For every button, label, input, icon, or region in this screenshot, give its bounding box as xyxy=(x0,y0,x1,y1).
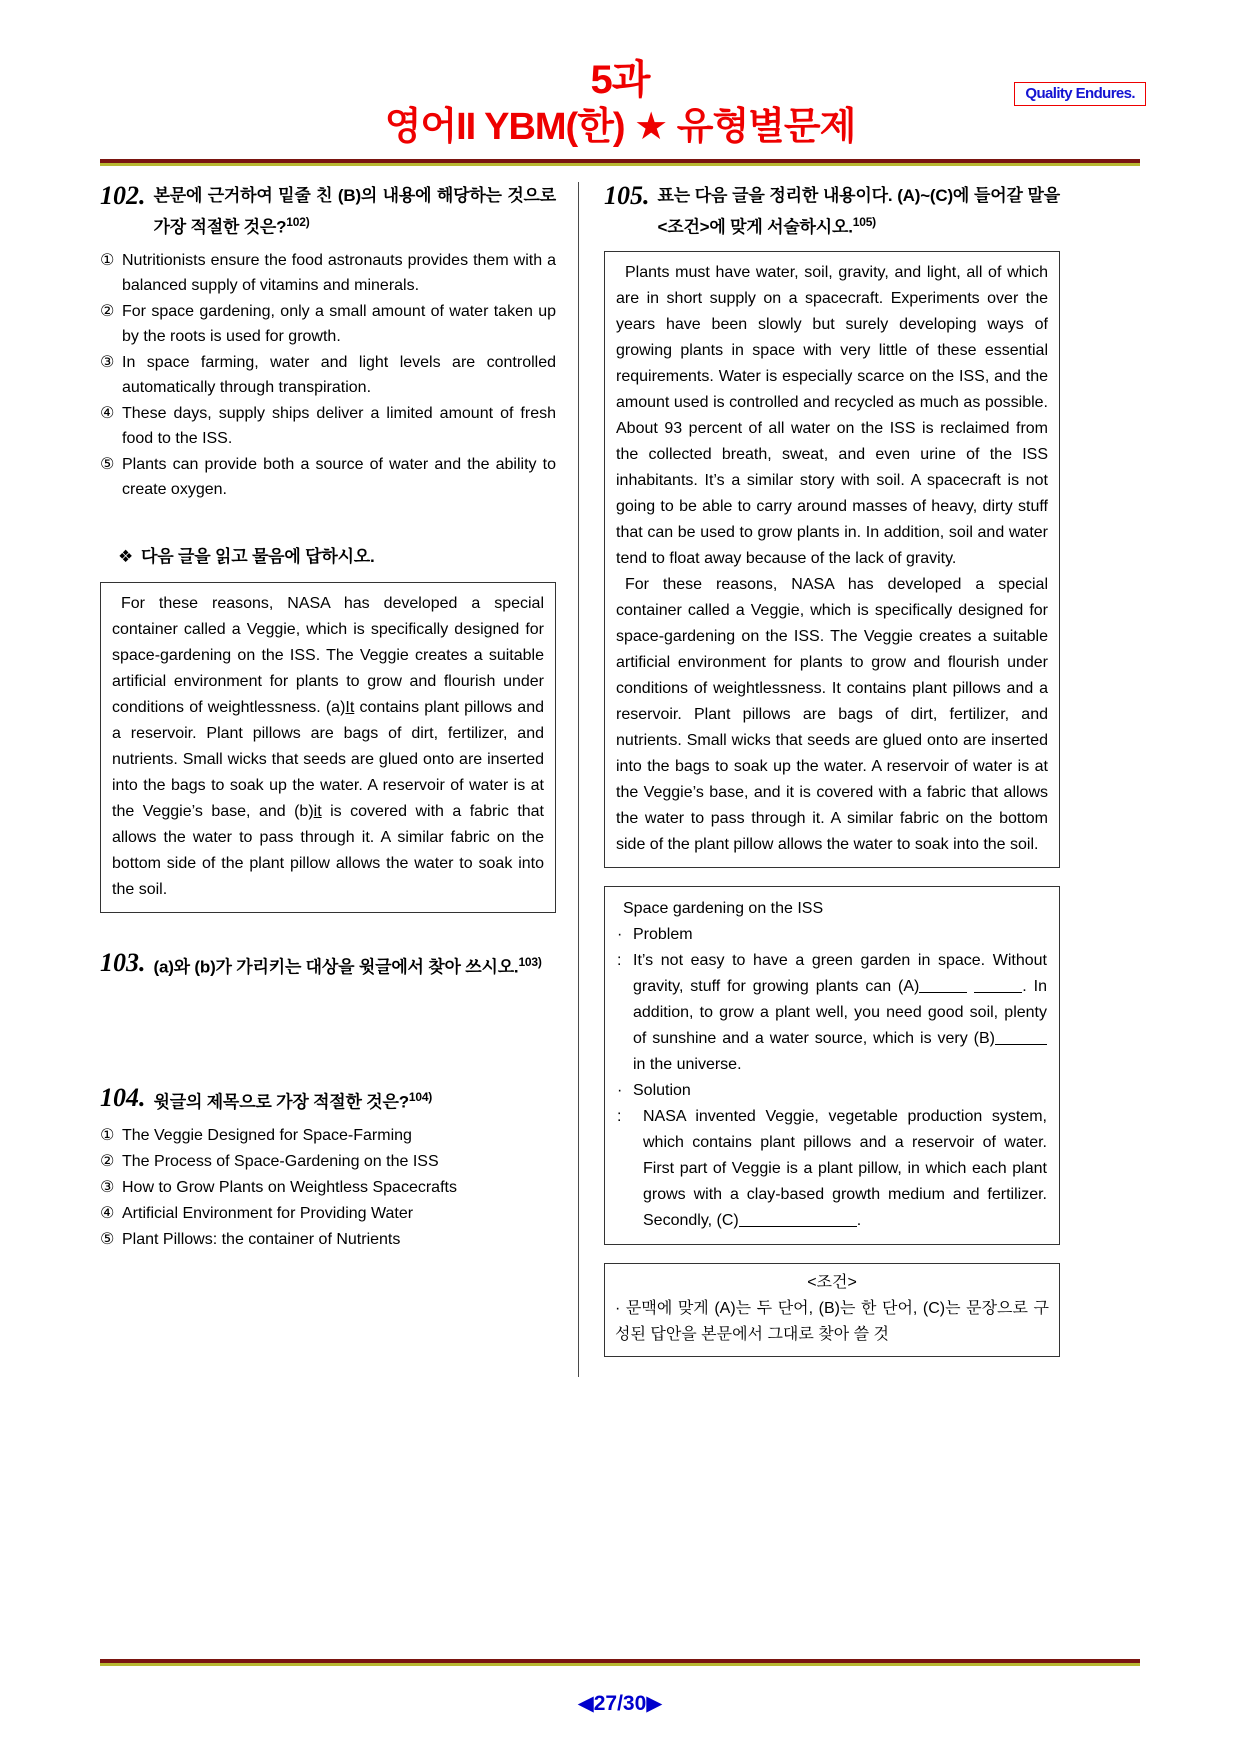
question-104-head xyxy=(100,1084,556,1116)
choice-marker: ① xyxy=(100,1126,115,1144)
choice-marker: ② xyxy=(100,1152,115,1170)
choice-text: Nutritionists ensure the food astronauts provides them with a balanced supply of vitamins and minerals. xyxy=(122,251,556,294)
next-page-arrow-icon[interactable]: ▶ xyxy=(646,1692,663,1715)
choice-text: The Veggie Designed for Space-Farming xyxy=(122,1126,412,1144)
choice-marker: ④ xyxy=(100,1204,115,1222)
summary-box xyxy=(604,886,1060,1245)
choice-item[interactable] xyxy=(100,401,556,451)
choice-text: Plant Pillows: the container of Nutrients xyxy=(122,1230,401,1248)
choice-item[interactable] xyxy=(100,350,556,400)
question-102-number: 102. xyxy=(100,181,146,210)
choice-item[interactable] xyxy=(100,1149,556,1174)
choice-marker: ③ xyxy=(100,1178,115,1196)
choice-marker: ① xyxy=(100,251,115,269)
question-103-footnote: 103) xyxy=(518,954,542,969)
question-103 xyxy=(100,949,556,1077)
summary-problem-label-row xyxy=(617,922,1047,948)
question-103-head xyxy=(100,949,556,981)
diamond-icon: ❖ xyxy=(118,546,134,566)
choice-marker: ③ xyxy=(100,353,115,371)
lesson-title: 5과 xyxy=(590,58,650,102)
summary-problem-body-row xyxy=(617,948,1047,1078)
choice-item[interactable] xyxy=(100,1201,556,1226)
footer-rule xyxy=(100,1659,1140,1666)
summary-problem-text-1: It’s not easy to have a green garden in space. Without gravity, stuff for growing plants can (A) xyxy=(633,951,1047,995)
two-column-body xyxy=(100,182,1140,1512)
underline-b: it xyxy=(313,802,322,820)
answer-blank-a2[interactable] xyxy=(974,975,1022,993)
summary-solution-text-2: . xyxy=(856,1211,862,1229)
passage-right-paragraph-2: For these reasons, NASA has developed a special container called a Veggie, which is specifically designed for space-gardening on the ISS. The Veggie creates a suitable artificial environment for plants to grow and flourish under conditions of weightlessness. It contains plant pillows and a reservoir. Plant pillows are bags of dirt, fertilizer, and nutrients. Small wicks that seeds are glued onto are inserted into the bags to soak up the water. A reservoir of water is at the Veggie’s base, and it is covered with a fabric that allows the water to pass through it. A similar fabric on the bottom side of the plant pillow allows the water to soak into the soil. xyxy=(616,575,1048,853)
passage-left-part2: contains plant pillows and a reservoir. Plant pillows are bags of dirt, fertilizer, and nutrients. Small wicks that seeds are glued onto are inserted into the bags to soak up the water. A reservoir of water is at the Veggie’s base, and (b) xyxy=(112,698,545,820)
question-103-prompt xyxy=(154,949,557,981)
question-102-prompt-text: 본문에 근거하여 밑줄 친 (B)의 내용에 해당하는 것으로 가장 적절한 것은? xyxy=(153,186,556,237)
summary-solution-text xyxy=(633,1104,1047,1234)
summary-title: Space gardening on the ISS xyxy=(623,899,824,917)
summary-problem-label: Problem xyxy=(633,925,693,943)
choice-text: Artificial Environment for Providing Water xyxy=(122,1204,414,1222)
question-102 xyxy=(100,182,556,502)
question-105-number: 105. xyxy=(604,181,650,210)
question-105 xyxy=(604,182,1060,241)
choice-text: For space gardening, only a small amount of water taken up by the roots is used for growth. xyxy=(122,302,556,345)
page-footer xyxy=(0,1691,1240,1716)
choice-item[interactable] xyxy=(100,1175,556,1200)
choice-text: The Process of Space-Gardening on the ISS xyxy=(122,1152,439,1170)
question-103-number: 103. xyxy=(100,947,146,977)
choice-item[interactable] xyxy=(100,1123,556,1148)
bullet-icon: · xyxy=(617,925,623,943)
condition-body xyxy=(615,1296,1049,1348)
left-column xyxy=(100,182,576,1512)
underline-a: It xyxy=(345,698,355,716)
reading-directive-text: 다음 글을 읽고 물음에 답하시오. xyxy=(141,546,375,566)
condition-text: 문맥에 맞게 (A)는 두 단어, (B)는 한 단어, (C)는 문장으로 구성된 답안을 본문에서 그대로 찾아 쓸 것 xyxy=(615,1299,1049,1343)
choice-text: How to Grow Plants on Weightless Spacecrafts xyxy=(122,1178,457,1196)
right-column xyxy=(576,182,1060,1512)
passage-box-left xyxy=(100,582,556,913)
answer-blank-c[interactable] xyxy=(739,1209,857,1227)
page-title: 영어II YBM(한) ★ 유형별문제 xyxy=(384,106,856,148)
prev-page-arrow-icon[interactable]: ◀ xyxy=(577,1692,594,1715)
question-104-choices xyxy=(100,1123,556,1252)
choice-marker: ② xyxy=(100,302,115,320)
condition-box xyxy=(604,1263,1060,1357)
choice-item[interactable] xyxy=(100,248,556,298)
question-105-footnote: 105) xyxy=(852,215,876,229)
question-105-prompt xyxy=(658,182,1061,241)
choice-item[interactable] xyxy=(100,452,556,502)
summary-problem-text-2: . In addition, to grow a plant well, you need good soil, plenty of sunshine and a water source, which is very (B) xyxy=(633,977,1047,1047)
question-104-number: 104. xyxy=(100,1083,146,1113)
question-102-prompt xyxy=(154,182,557,241)
question-104 xyxy=(100,1084,556,1252)
summary-solution-label: Solution xyxy=(633,1081,691,1099)
answer-blank-a1[interactable] xyxy=(919,975,967,993)
condition-bullet-icon: · xyxy=(615,1299,621,1317)
choice-item[interactable] xyxy=(100,1227,556,1252)
choice-marker: ④ xyxy=(100,404,115,422)
question-102-footnote: 102) xyxy=(286,215,310,229)
question-104-prompt xyxy=(154,1084,557,1116)
choice-text: In space farming, water and light levels are controlled automatically through transpiration. xyxy=(122,353,556,396)
reading-directive xyxy=(118,544,556,570)
choice-marker: ⑤ xyxy=(100,1230,115,1248)
page-number: 27/30 xyxy=(593,1692,647,1715)
page-header xyxy=(100,0,1140,166)
question-102-head xyxy=(100,182,556,241)
passage-left-part1: For these reasons, NASA has developed a special container called a Veggie, which is specifically designed for space-gardening on the ISS. The Veggie creates a suitable artificial environment for plants to grow and flourish under conditions of weightlessness. (a) xyxy=(112,594,544,716)
question-104-footnote: 104) xyxy=(408,1090,433,1105)
summary-problem-text xyxy=(633,948,1047,1078)
condition-title: <조건> xyxy=(807,1273,857,1291)
summary-solution-label-row xyxy=(617,1078,1047,1104)
summary-solution-text-1: NASA invented Veggie, vegetable production system, which contains plant pillows and a reservoir of water. First part of Veggie is a plant pillow, in which each plant grows with a clay-based growth medium and fertilizer. Secondly, (C) xyxy=(643,1107,1047,1229)
question-102-choices xyxy=(100,248,556,502)
answer-blank-b[interactable] xyxy=(995,1027,1047,1045)
passage-box-right xyxy=(604,251,1060,868)
choice-marker: ⑤ xyxy=(100,455,115,473)
header-rule xyxy=(100,159,1140,166)
passage-left-part3: is covered with a fabric that allows the water to pass through it. A similar fabric on the bottom side of the plant pillow allows the water to soak into the soil. xyxy=(112,802,545,898)
summary-solution-body-row xyxy=(617,1104,1047,1234)
question-103-prompt-text: (a)와 (b)가 가리키는 대상을 윗글에서 찾아 쓰시오. xyxy=(153,957,519,977)
passage-right-paragraph-1: Plants must have water, soil, gravity, and light, all of which are in short supply on a spacecraft. Experiments over the years have been slowly but surely developing ways of growing plants in space with very little of these essential requirements. Water is especially scarce on the ISS, and the amount used is controlled and recycled as much as possible. About 93 percent of all water on the ISS is reclaimed from the collected breath, sweat, and even urine of the ISS inhabitants. It’s a similar story with soil. A spacecraft is not going to be able to carry around masses of heavy, dirty stuff that can be used to grow plants in. In addition, soil and water tend to float away because of the lack of gravity. xyxy=(616,263,1048,567)
choice-item[interactable] xyxy=(100,299,556,349)
colon-marker: : xyxy=(617,1107,622,1125)
question-104-prompt-text: 윗글의 제목으로 가장 적절한 것은? xyxy=(153,1092,409,1112)
passage-left-paragraph xyxy=(112,591,544,903)
question-105-head xyxy=(604,182,1060,241)
choice-text: Plants can provide both a source of water and the ability to create oxygen. xyxy=(122,455,556,498)
question-105-prompt-text: 표는 다음 글을 정리한 내용이다. (A)~(C)에 들어갈 말을 <조건>에 맞게 서술하시오. xyxy=(657,186,1060,237)
colon-marker: : xyxy=(617,951,622,969)
quality-badge: Quality Endures. xyxy=(1014,82,1146,106)
answer-space-103[interactable] xyxy=(100,980,556,1076)
summary-problem-text-3: in the universe. xyxy=(633,1055,742,1073)
bullet-icon: · xyxy=(617,1081,623,1099)
choice-text: These days, supply ships deliver a limited amount of fresh food to the ISS. xyxy=(122,404,556,447)
